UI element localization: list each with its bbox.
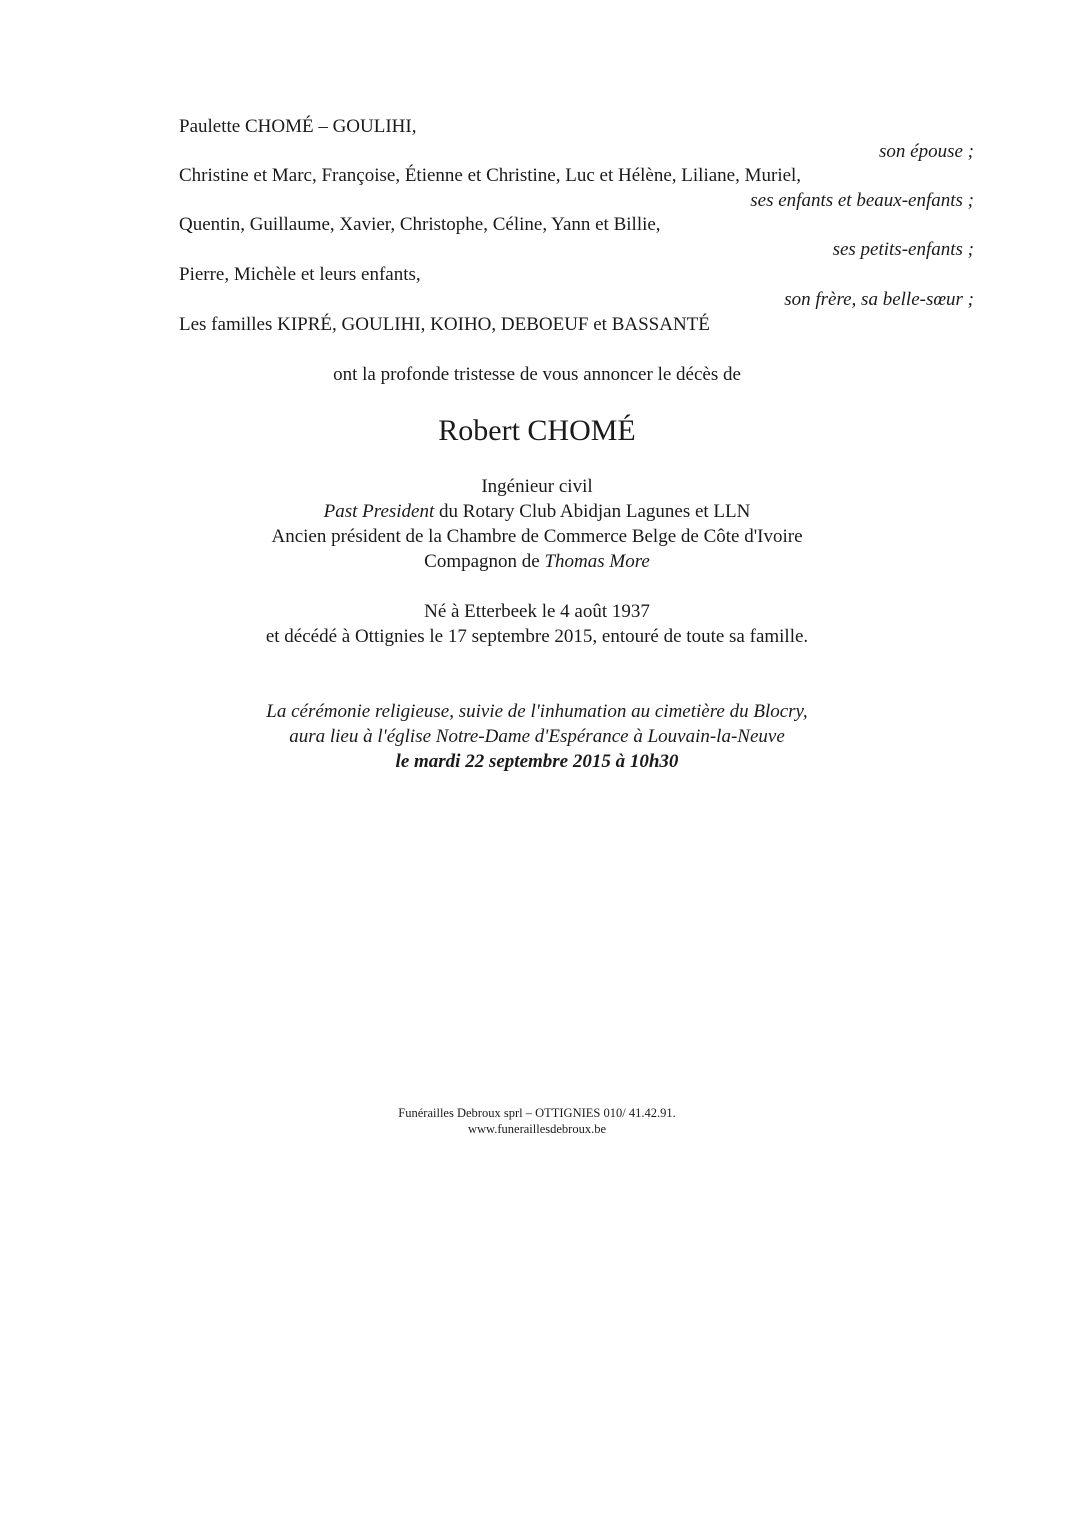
family-grandchildren-role: ses petits-enfants ;: [832, 239, 974, 260]
companion-prefix: Compagnon de: [424, 551, 545, 572]
deceased-title-rotary: [0, 500, 1074, 524]
birth-info: Né à Etterbeek le 4 août 1937: [424, 601, 650, 622]
family-spouse-name: Paulette CHOMÉ – GOULIHI,: [179, 116, 417, 137]
family-grandchildren-names: Quentin, Guillaume, Xavier, Christophe, Céline, Yann et Billie,: [179, 214, 661, 235]
family-siblings-names: Pierre, Michèle et leurs enfants,: [179, 264, 421, 285]
deceased-title-companion: [0, 550, 1074, 574]
deceased-title-chamber: Ancien président de la Chambre de Commerce Belge de Côte d'Ivoire: [271, 526, 803, 547]
family-spouse-role: son épouse ;: [879, 141, 974, 162]
family-children-names: Christine et Marc, Françoise, Étienne et Christine, Luc et Hélène, Liliane, Muriel,: [179, 165, 802, 186]
family-children-role: ses enfants et beaux-enfants ;: [750, 190, 974, 211]
family-siblings-role: son frère, sa belle-sœur ;: [784, 289, 974, 310]
ceremony-line-2: aura lieu à l'église Notre-Dame d'Espérance à Louvain-la-Neuve: [289, 726, 785, 747]
death-info: et décédé à Ottignies le 17 septembre 2015, entouré de toute sa famille.: [265, 626, 809, 647]
ceremony-line-1: La cérémonie religieuse, suivie de l'inhumation au cimetière du Blocry,: [266, 701, 808, 722]
footer-company: Funérailles Debroux sprl – OTTIGNIES 010/ 41.42.91.: [398, 1106, 676, 1120]
footer-website: www.funeraillesdebroux.be: [467, 1122, 607, 1136]
family-extended-names: Les familles KIPRÉ, GOULIHI, KOIHO, DEBOEUF et BASSANTÉ: [179, 314, 710, 335]
deceased-name: Robert CHOMÉ: [438, 414, 636, 447]
announcement-text: ont la profonde tristesse de vous annoncer le décès de: [333, 364, 741, 385]
past-president-text: Past President: [323, 501, 435, 522]
ceremony-date: le mardi 22 septembre 2015 à 10h30: [395, 751, 679, 772]
deceased-title-engineer: Ingénieur civil: [481, 476, 593, 497]
thomas-more-text: Thomas More: [544, 551, 650, 572]
rotary-club-text: du Rotary Club Abidjan Lagunes et LLN: [434, 501, 751, 522]
